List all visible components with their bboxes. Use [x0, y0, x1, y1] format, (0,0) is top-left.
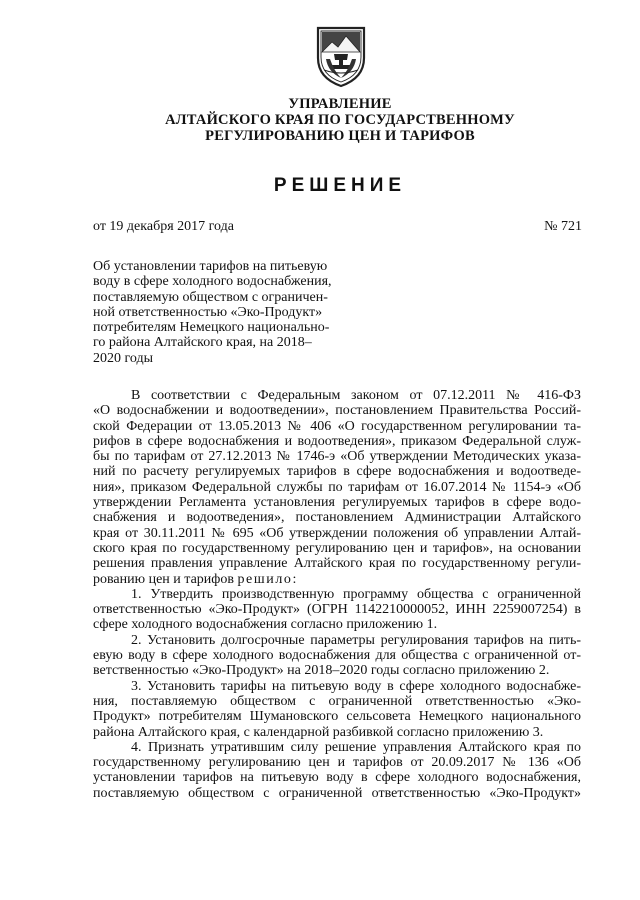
document-subject	[93, 259, 383, 366]
agency-name	[100, 96, 580, 144]
body-line: края от 30.11.2011 № 695 «Об утверждении положения об управлении Алтай-	[93, 525, 581, 541]
body-line: евую воду в сфере холодного водоснабжения для общества с ограниченной от-	[93, 648, 581, 664]
body-line: Продукт» потребителям Шумановского сельсовета Немецкого национального	[93, 709, 581, 725]
subject-line: го района Алтайского края, на 2018–	[93, 335, 312, 351]
body-line: решения правления управление Алтайского края по государственному регули-	[93, 556, 581, 572]
body-line: ской Федерации от 13.05.2013 № 406 «О государственном регулировании та-	[93, 418, 581, 434]
document-date: от 19 декабря 2017 года	[93, 219, 234, 234]
subject-line: Об установлении тарифов на питьевую	[93, 259, 328, 274]
item-2-paragraph	[93, 633, 581, 679]
item-4-paragraph	[93, 740, 581, 801]
subject-line: потребителям Немецкого национально-	[93, 320, 330, 336]
body-line: 4. Признать утратившим силу решение управления Алтайского края по	[131, 739, 581, 755]
body-line: снабжения и водоотведения», постановлением Администрации Алтайского	[93, 510, 581, 526]
body-line: ний по расчету регулируемых тарифов в сфере водоснабжения и водоотведе-	[93, 464, 581, 480]
body-line: поставляемую обществом с ограниченной ответственностью «Эко-Продукт»	[93, 785, 581, 801]
body-line-final	[93, 572, 581, 587]
body-line-text: рованию цен и тарифов	[93, 571, 234, 587]
agency-line: УПРАВЛЕНИЕ	[288, 96, 392, 112]
body-line: 1. Утвердить производственную программу общества с ограниченной	[131, 586, 581, 602]
subject-line: поставляемую обществом с ограничен-	[93, 289, 328, 305]
item-1-paragraph	[93, 587, 581, 633]
resolved-word: решило:	[237, 571, 299, 587]
body-line: «О водоснабжении и водоотведении», постановлением Правительства Россий-	[93, 403, 581, 419]
item-3-paragraph	[93, 679, 581, 740]
agency-line: РЕГУЛИРОВАНИЮ ЦЕН И ТАРИФОВ	[205, 128, 475, 144]
subject-line: 2020 годы	[93, 350, 154, 366]
body-line: государственному регулированию цен и тарифов от 20.09.2017 № 136 «Об	[93, 755, 581, 771]
preamble-paragraph	[93, 388, 581, 587]
altai-krai-coat-of-arms	[312, 24, 370, 88]
document-title: РЕШЕНИЕ	[273, 175, 407, 196]
body-line: сфере холодного водоснабжения согласно приложению 1.	[93, 617, 438, 633]
subject-line: ной ответственностью «Эко-Продукт»	[93, 304, 323, 320]
body-line: 2. Установить долгосрочные параметры регулирования тарифов на пить-	[131, 632, 581, 648]
body-line: утверждении Регламента установления регулируемых тарифов в сфере водо-	[93, 495, 581, 511]
subject-line: воду в сфере холодного водоснабжения,	[93, 274, 332, 290]
body-line: бы по тарифам от 27.12.2013 № 1746-э «Об утверждении Методических указа-	[93, 449, 581, 465]
body-line: ния», приказом Федеральной службы по тарифам от 16.07.2014 № 1154-э «Об	[93, 479, 581, 495]
body-line: 3. Установить тарифы на питьевую воду в сфере холодного водоснабже-	[131, 678, 581, 694]
body-line: района Алтайского края, с календарной разбивкой согласно приложению 3.	[93, 724, 544, 740]
agency-line: АЛТАЙСКОГО КРАЯ ПО ГОСУДАРСТВЕННОМУ	[165, 112, 515, 128]
document-body	[93, 388, 581, 801]
body-line: ветственностью «Эко-Продукт» на 2018–2020 годы согласно приложению 2.	[93, 663, 550, 679]
body-line: установлении тарифов на питьевую воду в сфере холодного водоснабжения,	[93, 770, 581, 786]
body-line: ского края по государственному регулированию цен и тарифов», на основании	[93, 540, 581, 556]
body-line: рифов в сфере водоснабжения и водоотведения», приказом Федеральной служ-	[93, 433, 581, 449]
document-number: № 721	[544, 219, 582, 234]
body-line: В соответствии с Федеральным законом от 07.12.2011 № 416-ФЗ	[131, 388, 581, 403]
body-line: ния, поставляемую обществом с ограниченной ответственностью «Эко-	[93, 693, 581, 709]
body-line: ответственностью «Эко-Продукт» (ОГРН 1142210000052, ИНН 2259007254) в	[93, 602, 581, 618]
